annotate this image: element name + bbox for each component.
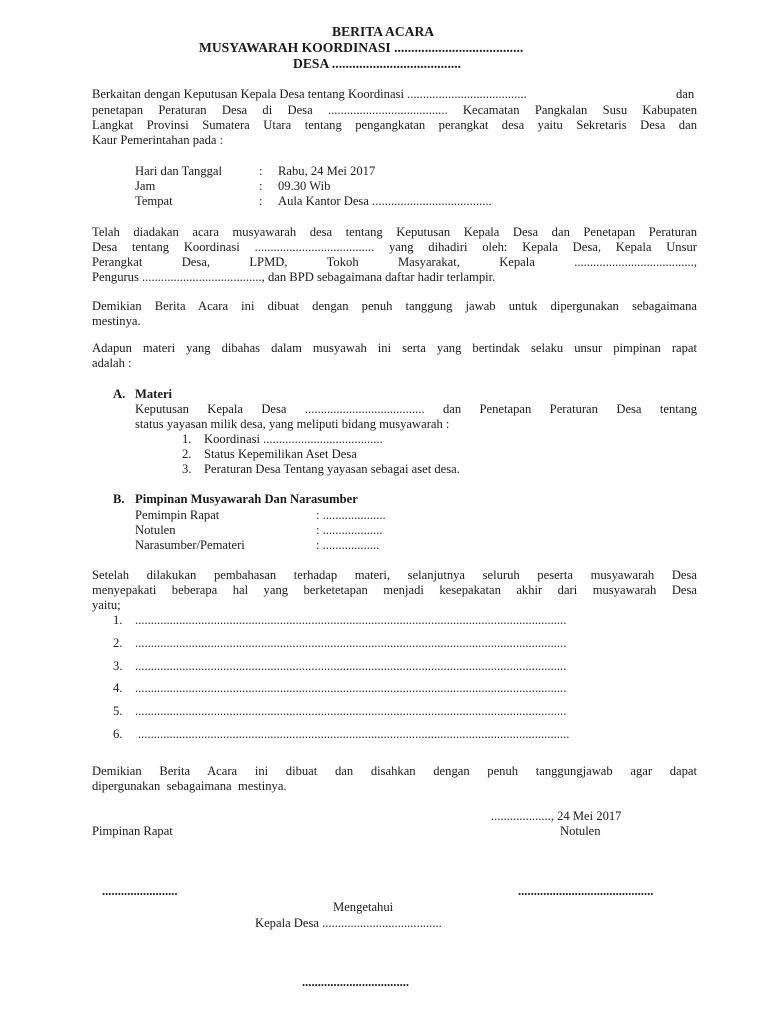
intro-line-3: Langkat Provinsi Sumatera Utara tentang pengangkatan perangkat desa yaitu Sekretaris Desa dan [92, 118, 697, 132]
statement1-line-2: mestinya. [92, 314, 141, 328]
section-a-item-text: Status Kepemilikan Aset Desa [204, 447, 357, 461]
signature-date: ..................., 24 Mei 2017 [491, 809, 622, 823]
signature-left-line: ........................ [102, 884, 178, 898]
closing-line-1: Demikian Berita Acara ini dibuat dan disahkan dengan penuh tanggungjawab agar dapat [92, 764, 697, 778]
time-label: Jam [135, 179, 156, 193]
section-b-letter: B. [113, 492, 125, 506]
section-a-line-1: Keputusan Kepala Desa ...................................... dan Penetapan Peraturan Desa tentang [135, 402, 697, 416]
agreement-item-num: 2. [113, 636, 123, 650]
section-a-line-2: status yayasan milik desa, yang meliputi bidang musyawarah : [135, 417, 450, 431]
agreement-line-3: yaitu; [92, 598, 121, 612]
agreement-item-num: 3. [113, 659, 123, 673]
agreement-line-1: Setelah dilakukan pembahasan terhadap materi, selanjutnya seluruh peserta musyawarah Desa [92, 568, 697, 582]
materials-intro-line-1: Adapun materi yang dibahas dalam musyawah ini serta yang bertindak selaku unsur pimpinan rapat [92, 341, 697, 355]
section-a-item-num: 2. [182, 447, 192, 461]
doc-subtitle: MUSYAWARAH KOORDINASI ...................................... [199, 40, 524, 55]
section-b-row-value: : .................. [316, 538, 380, 552]
signature-right-title: Notulen [560, 824, 601, 838]
day-colon: : [259, 164, 263, 178]
held-line-3: Perangkat Desa, LPMD, Tokoh Masyarakat, Kepala ......................................, [92, 255, 697, 269]
intro-line-1-end: dan [676, 87, 695, 101]
statement1-line-1: Demikian Berita Acara ini dibuat dengan penuh tanggung jawab untuk dipergunakan sebagaimana [92, 299, 697, 313]
held-line-1: Telah diadakan acara musyawarah desa tentang Keputusan Kepala Desa dan Penetapan Peraturan [92, 225, 697, 239]
day-value: Rabu, 24 Mei 2017 [278, 164, 376, 178]
section-a-letter: A. [113, 387, 126, 401]
section-b-row-value: : ................... [316, 523, 383, 537]
agreement-item-num: 6. [113, 727, 123, 741]
section-b-title: Pimpinan Musyawarah Dan Narasumber [135, 492, 358, 506]
section-a-item-text: Koordinasi ...................................... [204, 432, 383, 446]
village-head-signature-line: .................................. [302, 975, 410, 989]
closing-line-2: dipergunakan sebagaimana mestinya. [92, 779, 287, 793]
section-a-title: Materi [135, 387, 173, 401]
agreement-item-num: 5. [113, 704, 123, 718]
agreement-item-dots: ......................................................................................................................................... [135, 636, 567, 650]
section-b-row-label: Narasumber/Pemateri [135, 538, 245, 552]
signature-left-title: Pimpinan Rapat [92, 824, 173, 838]
agreement-item-num: 4. [113, 681, 123, 695]
doc-village-line: DESA ...................................... [293, 56, 462, 71]
signature-right-line: ........................................... [518, 884, 654, 898]
agreement-item-dots: ......................................................................................................................................... [135, 613, 567, 627]
day-label: Hari dan Tanggal [135, 164, 223, 178]
agreement-item-dots: ......................................................................................................................................... [135, 659, 567, 673]
time-colon: : [259, 179, 263, 193]
agreement-item-num: 1. [113, 613, 123, 627]
materials-intro-line-2: adalah : [92, 356, 132, 370]
agreement-item-dots: ......................................................................................................................................... [138, 727, 570, 741]
section-b-row-label: Notulen [135, 523, 176, 537]
section-a-item-num: 3. [182, 462, 192, 476]
agreement-item-dots: ......................................................................................................................................... [135, 681, 567, 695]
section-a-item-text: Peraturan Desa Tentang yayasan sebagai aset desa. [204, 462, 460, 476]
held-line-2: Desa tentang Koordinasi ...................................... yang dihadiri oleh: Kepala Desa, Kepala Unsur [92, 240, 697, 254]
intro-line-4: Kaur Pemerintahan pada : [92, 133, 224, 147]
held-line-4: Pengurus ......................................, dan BPD sebagaimana daftar hadir terlampir. [92, 270, 496, 284]
section-a-item-num: 1. [182, 432, 192, 446]
acknowledge-label: Mengetahui [333, 900, 394, 914]
agreement-line-2: menyepakati beberapa hal yang berketetapan menjadi kesepakatan akhir dari musyawarah Desa [92, 583, 697, 597]
village-head-title: Kepala Desa ...................................... [255, 916, 442, 930]
time-value: 09.30 Wib [278, 179, 331, 193]
section-b-row-label: Pemimpin Rapat [135, 508, 220, 522]
place-value: Aula Kantor Desa ...................................... [278, 194, 492, 208]
intro-line-2: penetapan Peraturan Desa di Desa ...................................... Kecamatan Pangkalan Susu Kabupaten [92, 103, 697, 117]
doc-title: BERITA ACARA [332, 24, 435, 39]
intro-line-1: Berkaitan dengan Keputusan Kepala Desa tentang Koordinasi ...................................... [92, 87, 527, 101]
place-label: Tempat [135, 194, 173, 208]
place-colon: : [259, 194, 263, 208]
agreement-item-dots: ......................................................................................................................................... [135, 704, 567, 718]
section-b-row-value: : .................... [316, 508, 386, 522]
